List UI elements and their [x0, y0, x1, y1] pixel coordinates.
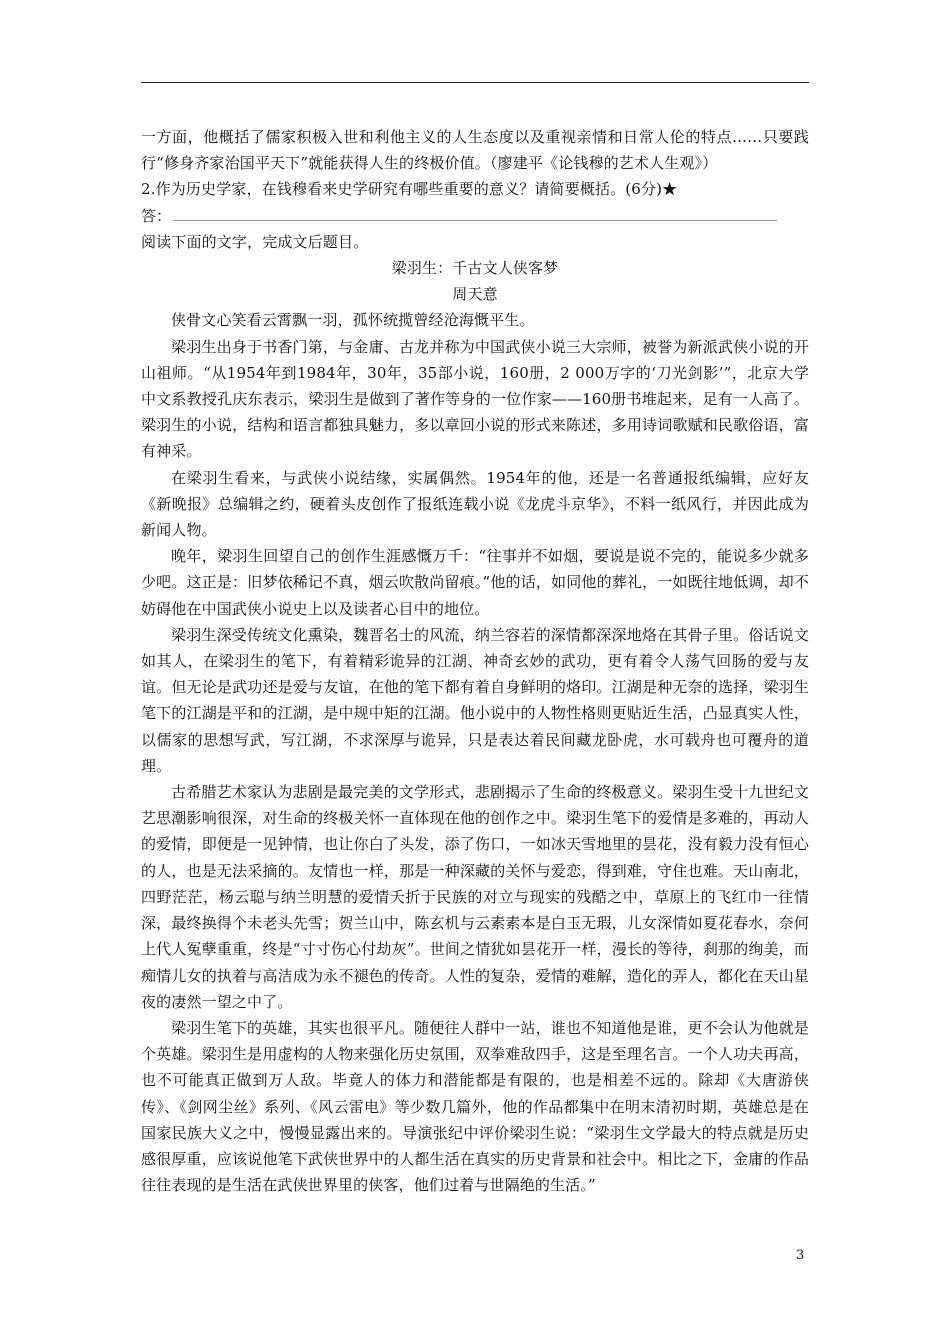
page-content [141, 124, 809, 1198]
answer-label: 答： [141, 206, 172, 225]
article-paragraph: 晚年，梁羽生回望自己的创作生涯感慨万千：“往事并不如烟，要说是说不完的，能说多少就多少吧。这正是：旧梦依稀记不真，烟云吹散尚留痕。”他的话，如同他的葬礼，一如既往地低调，却不妨碍他在中国武侠小说史上以及读者心目中的地位。 [141, 547, 809, 618]
answer-line [141, 203, 809, 229]
page-number: 3 [796, 1248, 805, 1263]
article-paragraph: 梁羽生笔下的英雄，其实也很平凡。随便往人群中一站，谁也不知道他是谁，更不会认为他就是个英雄。梁羽生是用虚构的人物来强化历史氛围，双拳难敌四手，这是至理名言。一个人功夫再高，也不可能真正做到万人敌。毕竟人的体力和潜能都是有限的，也是相差不远的。除却《大唐游侠传》、《剑网尘丝》系列、《风云雷电》等少数几篇外，他的作品都集中在明末清初时期，英雄总是在国家民族大义之中，慢慢显露出来的。导演张纪中评价梁羽生说：“梁羽生文学最大的特点就是历史感很厚重，应该说他笔下武侠世界中的人都生活在真实的历史背景和社会中。相比之下，金庸的作品往往表现的是生活在武侠世界里的侠客，他们过着与世隔绝的生活。” [141, 1018, 809, 1195]
reading-instruction: 阅读下面的文字，完成文后题目。 [141, 232, 369, 251]
intro-quote: 一方面，他概括了儒家积极入世和利他主义的人生态度以及重视亲情和日常人伦的特点……只要践行“修身齐家治国平天下”就能获得人生的终极价值。（廖建平《论钱穆的艺术人生观》） [141, 128, 809, 173]
header-rule [141, 82, 809, 83]
question-2: 2.作为历史学家，在钱穆看来史学研究有哪些重要的意义？请简要概括。(6分)★ [141, 180, 678, 199]
article-author: 周天意 [452, 285, 498, 304]
article-paragraph: 在梁羽生看来，与武侠小说结缘，实属偶然。1954年的他，还是一名普通报纸编辑，应好友《新晚报》总编辑之约，硬着头皮创作了报纸连载小说《龙虎斗京华》，不料一纸风行，并因此成为新闻人物。 [141, 468, 809, 540]
answer-blank [173, 220, 777, 221]
article-paragraph: 古希腊艺术家认为悲剧是最完美的文学形式，悲剧揭示了生命的终极意义。梁羽生受十九世纪文艺思潮影响很深，对生命的终极关怀一直体现在他的创作之中。梁羽生笔下的爱情是多难的，再动人的爱情，即便是一见钟情，也让你白了头发，添了伤口，一如冰天雪地里的昙花，没有毅力没有恒心的人，也是无法采摘的。友情也一样，那是一种深藏的关怀与爱恋，得到难，守住也难。天山南北，四野茫茫，杨云聪与纳兰明慧的爱情夭折于民族的对立与现实的残酷之中，草原上的飞红巾一往情深，最终换得个未老头先雪；贺兰山中，陈玄机与云素素本是白玉无瑕，儿女深情如夏花春水，奈何上代人冤孽重重，终是“寸寸伤心付劫灰”。世间之情犹如昙花开一样，漫长的等待，刹那的绚美，而痴情儿女的执着与高洁成为永不褪色的传奇。人性的复杂，爱情的难解，造化的弄人，都化在天山星夜的凄然一望之中了。 [141, 783, 809, 1011]
article-title: 梁羽生：千古文人侠客梦 [391, 259, 559, 278]
article-paragraph: 侠骨文心笑看云霄飘一羽，孤怀统揽曾经沧海慨平生。 [171, 311, 535, 330]
article-paragraph: 梁羽生出身于书香门第，与金庸、古龙并称为中国武侠小说三大宗师，被誉为新派武侠小说的开山祖师。“从1954年到1984年，30年，35部小说，160册，2 000万字的‘刀光剑影’”，北京大学中文系教授孔庆东表示，梁羽生是做到了著作等身的一位作家——160册书堆起来，足有一人高了。梁羽生的小说，结构和语言都独具魅力，多以章回小说的形式来陈述，多用诗词歌赋和民歌俗语，富有神采。 [141, 337, 809, 461]
article-paragraph: 梁羽生深受传统文化熏染，魏晋名士的风流，纳兰容若的深情都深深地烙在其骨子里。俗话说文如其人，在梁羽生的笔下，有着精彩诡异的江湖、神奇玄妙的武功，更有着令人荡气回肠的爱与友谊。但无论是武功还是爱与友谊，在他的笔下都有着自身鲜明的烙印。江湖是种无奈的选择，梁羽生笔下的江湖是平和的江湖，是中规中矩的江湖。他小说中的人物性格则更贴近生活，凸显真实人性，以儒家的思想写武，写江湖，不求深厚与诡异，只是表达着民间藏龙卧虎，水可载舟也可覆舟的道理。 [141, 625, 809, 775]
